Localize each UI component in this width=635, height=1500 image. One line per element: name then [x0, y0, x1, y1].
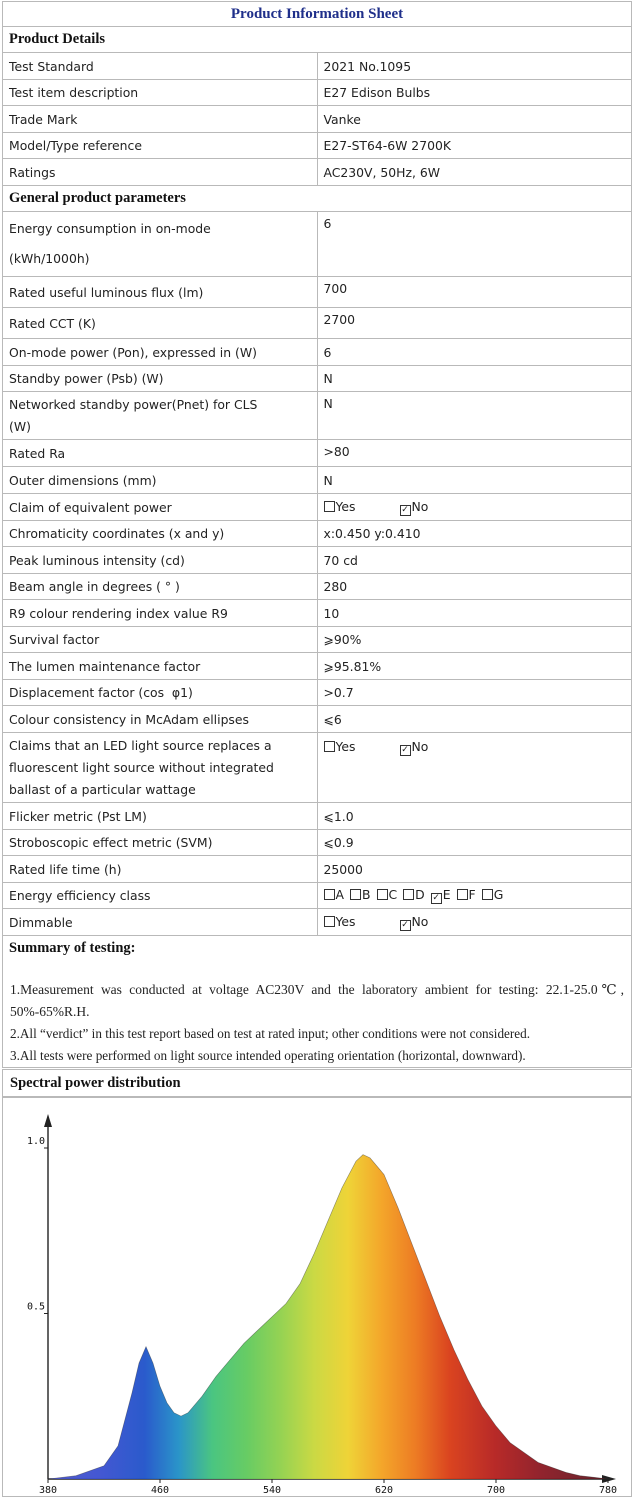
stroboscopic-value: ⩽0.9 [317, 830, 632, 856]
efficiency-class-options [317, 883, 632, 909]
networked-standby-label: Networked standby power(Pnet) for CLS (W) [3, 392, 318, 440]
y-tick-label: 0.5 [26, 1301, 45, 1313]
efficiency-class-b[interactable]: B [350, 887, 371, 902]
r9-label: R9 colour rendering index value R9 [3, 600, 318, 627]
peak-intensity-value: 70 cd [317, 547, 632, 574]
summary-line-2: 2.All “verdict” in this test report based on test at rated input; other conditions were not considered. [10, 1026, 531, 1041]
chromaticity-label: Chromaticity coordinates (x and y) [3, 521, 318, 547]
fluorescent-claim-options [317, 733, 632, 803]
survival-factor-label: Survival factor [3, 627, 318, 653]
information-sheet [2, 1, 632, 1068]
mcadam-value: ⩽6 [317, 706, 632, 733]
displacement-factor-label: Displacement factor (cos φ1) [3, 680, 318, 706]
outer-dimensions-value: N [317, 467, 632, 494]
summary-of-testing [2, 936, 632, 1068]
spd-chart [3, 1098, 631, 1496]
on-mode-power-value: 6 [317, 339, 632, 366]
checkbox-icon [457, 889, 468, 900]
lumen-maintenance-label: The lumen maintenance factor [3, 653, 318, 680]
cct-label: Rated CCT (K) [3, 308, 318, 339]
y-tick-label: 1.0 [26, 1136, 45, 1147]
flicker-label: Flicker metric (Pst LM) [3, 803, 318, 830]
chromaticity-value: x:0.450 y:0.410 [317, 521, 632, 547]
x-tick-label: 780 [598, 1485, 618, 1496]
standby-power-value: N [317, 366, 632, 392]
beam-angle-value: 280 [317, 574, 632, 600]
spd-series-area [48, 1155, 608, 1479]
checked-checkbox-icon: ✓ [401, 504, 409, 515]
spd-heading-box [2, 1069, 632, 1097]
mcadam-label: Colour consistency in McAdam ellipses [3, 706, 318, 733]
fluorescent-claim-no[interactable]: ✓ No [401, 739, 429, 755]
equivalent-power-options [317, 494, 632, 521]
fluorescent-claim-label: Claims that an LED light source replaces a fluorescent light source without integrated ballast of a particular wattage [3, 733, 318, 803]
ratings-label: Ratings [3, 159, 318, 186]
product-table [2, 1, 632, 936]
rated-ra-value: >80 [317, 440, 632, 467]
general-parameters-heading: General product parameters [3, 186, 632, 212]
x-tick-label: 620 [374, 1485, 394, 1496]
efficiency-class-g[interactable]: G [482, 887, 504, 902]
model-value: E27-ST64-6W 2700K [317, 133, 632, 159]
item-description-value: E27 Edison Bulbs [317, 80, 632, 106]
product-details-heading: Product Details [3, 27, 632, 53]
standby-power-label: Standby power (Psb) (W) [3, 366, 318, 392]
survival-factor-value: ⩾90% [317, 627, 632, 653]
sheet-title: Product Information Sheet [3, 2, 632, 27]
stroboscopic-label: Stroboscopic effect metric (SVM) [3, 830, 318, 856]
flicker-value: ⩽1.0 [317, 803, 632, 830]
checked-checkbox-icon: ✓ [401, 919, 409, 930]
rated-ra-label: Rated Ra [3, 440, 318, 467]
outer-dimensions-label: Outer dimensions (mm) [3, 467, 318, 494]
efficiency-class-d[interactable]: D [403, 887, 425, 902]
displacement-factor-value: >0.7 [317, 680, 632, 706]
dimmable-yes[interactable]: Yes [324, 914, 356, 929]
beam-angle-label: Beam angle in degrees ( ° ) [3, 574, 318, 600]
energy-consumption-label: Energy consumption in on-mode (kWh/1000h) [3, 212, 318, 277]
dimmable-options [317, 909, 632, 936]
spd-chart-box [2, 1097, 632, 1497]
peak-intensity-label: Peak luminous intensity (cd) [3, 547, 318, 574]
dimmable-no[interactable]: ✓ No [401, 913, 429, 930]
x-tick-label: 380 [38, 1485, 58, 1496]
efficiency-class-e[interactable]: ✓ E [432, 887, 451, 903]
x-tick-label: 460 [150, 1485, 170, 1496]
fluorescent-claim-yes[interactable]: Yes [324, 739, 356, 754]
luminous-flux-value: 700 [317, 277, 632, 308]
cct-value: 2700 [317, 308, 632, 339]
x-tick-label: 540 [262, 1485, 282, 1496]
checkbox-icon [324, 889, 335, 900]
trade-mark-value: Vanke [317, 106, 632, 133]
spd-heading: Spectral power distribution [10, 1075, 181, 1091]
test-standard-value: 2021 No.1095 [317, 53, 632, 80]
summary-line-3: 3.All tests were performed on light source intended operating orientation (horizontal, downward). [10, 1048, 526, 1063]
efficiency-class-a[interactable]: A [324, 887, 344, 902]
summary-line-1: 1.Measurement was conducted at voltage AC230V and the laboratory ambient for testing: 22.1-25.0℃, 50%-65%R.H. [10, 982, 624, 1019]
efficiency-class-label: Energy efficiency class [3, 883, 318, 909]
model-label: Model/Type reference [3, 133, 318, 159]
efficiency-class-c[interactable]: C [377, 887, 398, 902]
checkbox-icon [324, 916, 335, 927]
life-time-value: 25000 [317, 856, 632, 883]
networked-standby-value: N [317, 392, 632, 440]
ratings-value: AC230V, 50Hz, 6W [317, 159, 632, 186]
luminous-flux-label: Rated useful luminous flux (lm) [3, 277, 318, 308]
life-time-label: Rated life time (h) [3, 856, 318, 883]
checked-checkbox-icon: ✓ [401, 745, 409, 755]
dimmable-label: Dimmable [3, 909, 318, 936]
r9-value: 10 [317, 600, 632, 627]
y-axis-arrow-icon [44, 1114, 52, 1127]
checkbox-icon [377, 889, 388, 900]
on-mode-power-label: On-mode power (Pon), expressed in (W) [3, 339, 318, 366]
checkbox-icon [482, 889, 493, 900]
checkbox-icon [324, 501, 335, 512]
checkbox-icon [350, 889, 361, 900]
energy-consumption-value: 6 [317, 212, 632, 277]
checked-checkbox-icon: ✓ [432, 893, 440, 903]
x-tick-label: 700 [486, 1485, 506, 1496]
equivalent-power-label: Claim of equivalent power [3, 494, 318, 521]
trade-mark-label: Trade Mark [3, 106, 318, 133]
checkbox-icon [403, 889, 414, 900]
item-description-label: Test item description [3, 80, 318, 106]
equivalent-power-no[interactable]: ✓ No [401, 498, 429, 515]
efficiency-class-f[interactable]: F [457, 887, 476, 902]
lumen-maintenance-value: ⩾95.81% [317, 653, 632, 680]
equivalent-power-yes[interactable]: Yes [324, 499, 356, 514]
summary-heading: Summary of testing: [9, 940, 136, 956]
test-standard-label: Test Standard [3, 53, 318, 80]
checkbox-icon [324, 741, 335, 752]
